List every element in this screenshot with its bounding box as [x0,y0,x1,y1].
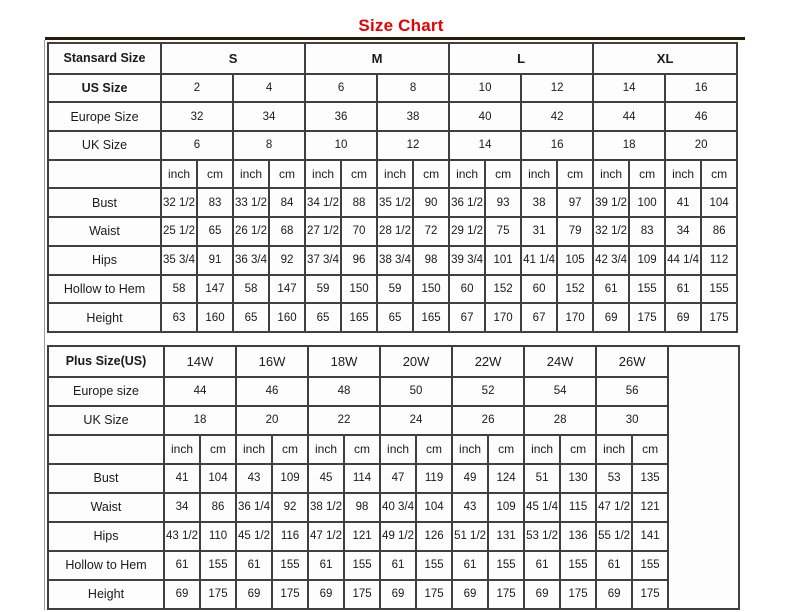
table-cell: 24 [380,406,452,435]
table-cell: inch [524,435,560,464]
table-cell: Hips [48,522,164,551]
table-cell: 175 [344,580,380,609]
table-cell: 32 [161,102,233,131]
table-cell: 58 [161,275,197,304]
table-cell: cm [200,435,236,464]
table-cell: cm [269,160,305,189]
table-row [48,217,737,246]
table-cell: 38 [521,188,557,217]
table-cell [48,160,161,189]
table-cell: 109 [272,464,308,493]
table-cell: 67 [449,303,485,332]
table-cell: 121 [344,522,380,551]
table-cell: 56 [596,377,668,406]
table-cell: 48 [308,377,380,406]
table-cell: 84 [269,188,305,217]
table-cell: 175 [272,580,308,609]
table-cell: 69 [596,580,632,609]
table-cell: 25 1/2 [161,217,197,246]
table-cell: inch [593,160,629,189]
table-cell: 98 [413,246,449,275]
table-cell: 51 [524,464,560,493]
table-cell: 16 [521,131,593,160]
table-cell: 12 [521,74,593,103]
table-cell: 70 [341,217,377,246]
table-cell: 59 [305,275,341,304]
table-cell: 14W [164,346,236,377]
table-cell: 97 [557,188,593,217]
table-cell: 61 [308,551,344,580]
table-row [48,43,737,74]
table-cell: 150 [413,275,449,304]
table-cell: inch [521,160,557,189]
table-cell: 22W [452,346,524,377]
table-cell: 124 [488,464,524,493]
table-cell: Height [48,303,161,332]
table-cell: inch [377,160,413,189]
table-cell: 51 1/2 [452,522,488,551]
table-cell: 104 [200,464,236,493]
table-cell: 116 [272,522,308,551]
table-cell: 63 [161,303,197,332]
table-cell: 175 [629,303,665,332]
table-cell: 59 [377,275,413,304]
table-cell: 115 [560,493,596,522]
table-cell: 30 [596,406,668,435]
table-cell: cm [629,160,665,189]
table-cell: 155 [629,275,665,304]
table-cell: 16 [665,74,737,103]
table-cell: 36 1/2 [449,188,485,217]
table-cell: 92 [272,493,308,522]
table-cell: 114 [344,464,380,493]
table-cell: 44 [593,102,665,131]
table-cell: 61 [380,551,416,580]
table-cell: 45 1/4 [524,493,560,522]
table-cell: 2 [161,74,233,103]
table-cell: 42 3/4 [593,246,629,275]
table-cell: cm [560,435,596,464]
standard-size-table [47,42,738,333]
table-cell: 155 [488,551,524,580]
table-cell: inch [380,435,416,464]
table-cell: 119 [416,464,452,493]
table-cell: 93 [485,188,521,217]
table-cell: 165 [413,303,449,332]
table-cell: 40 3/4 [380,493,416,522]
table-cell: 29 1/2 [449,217,485,246]
table-cell: Height [48,580,164,609]
table-cell: 61 [524,551,560,580]
table-cell: 36 3/4 [233,246,269,275]
table-row [48,102,737,131]
table-cell: 50 [380,377,452,406]
table-cell: 147 [269,275,305,304]
table-cell: cm [488,435,524,464]
table-cell: 131 [488,522,524,551]
table-cell: 26 1/2 [233,217,269,246]
table-cell: 165 [341,303,377,332]
table-cell: 47 [380,464,416,493]
table-cell: 38 [377,102,449,131]
table-cell: 175 [632,580,668,609]
table-cell: Hollow to Hem [48,551,164,580]
table-cell: 53 [596,464,632,493]
table-cell: 18W [308,346,380,377]
table-cell: 86 [200,493,236,522]
table-row [48,131,737,160]
table-cell: 35 3/4 [161,246,197,275]
table-cell: 61 [665,275,701,304]
table-cell: 44 1/4 [665,246,701,275]
table-cell: 69 [236,580,272,609]
table-cell: cm [341,160,377,189]
table-row [48,522,739,551]
table-cell: 65 [233,303,269,332]
table-cell: inch [233,160,269,189]
table-cell: inch [308,435,344,464]
table-cell: inch [236,435,272,464]
table-cell: 136 [560,522,596,551]
table-cell: 96 [341,246,377,275]
table-cell: 46 [665,102,737,131]
table-cell: Waist [48,217,161,246]
table-cell: 53 1/2 [524,522,560,551]
table-row [48,303,737,332]
table-cell: 67 [521,303,557,332]
table-cell: 83 [629,217,665,246]
table-cell: 101 [485,246,521,275]
table-row [48,551,739,580]
table-cell: cm [632,435,668,464]
table-cell: 61 [236,551,272,580]
table-cell: 26 [452,406,524,435]
table-cell: 18 [593,131,665,160]
table-cell: 39 1/2 [593,188,629,217]
table-cell [48,435,164,464]
table-cell: 6 [305,74,377,103]
table-cell: 20W [380,346,452,377]
table-cell: inch [449,160,485,189]
table-cell: 8 [233,131,305,160]
table-row [48,464,739,493]
table-cell: 55 1/2 [596,522,632,551]
table-cell: Stansard Size [48,43,161,74]
table-cell: 36 1/4 [236,493,272,522]
table-cell: 28 [524,406,596,435]
table-cell: 32 1/2 [161,188,197,217]
table-cell: 41 [164,464,200,493]
table-cell: 83 [197,188,233,217]
table-cell: 135 [632,464,668,493]
table-cell: 42 [521,102,593,131]
table-cell: 155 [272,551,308,580]
table-cell: cm [701,160,737,189]
table-cell: 58 [233,275,269,304]
table-cell: 8 [377,74,449,103]
table-cell: 69 [665,303,701,332]
table-cell: 105 [557,246,593,275]
table-cell: 72 [413,217,449,246]
table-cell: 61 [596,551,632,580]
table-cell: cm [557,160,593,189]
table-cell: 175 [488,580,524,609]
table-row [48,493,739,522]
table-cell: 65 [197,217,233,246]
table-cell: 14 [449,131,521,160]
table-cell: 34 [164,493,200,522]
table-cell: UK Size [48,406,164,435]
table-cell: 109 [629,246,665,275]
table-cell: inch [161,160,197,189]
table-cell: 41 1/4 [521,246,557,275]
table-cell: 32 1/2 [593,217,629,246]
table-cell: 20 [236,406,308,435]
table-row [48,160,737,189]
table-cell: 104 [701,188,737,217]
table-cell: XL [593,43,737,74]
table-cell: inch [305,160,341,189]
table-cell: 28 1/2 [377,217,413,246]
table-cell: 155 [416,551,452,580]
table-cell: 69 [593,303,629,332]
table-cell: 170 [485,303,521,332]
table-row [48,74,737,103]
table-cell: 27 1/2 [305,217,341,246]
table-cell: cm [413,160,449,189]
table-cell: inch [452,435,488,464]
table-cell: Europe Size [48,102,161,131]
table-cell: 43 1/2 [164,522,200,551]
table-cell: 43 [452,493,488,522]
table-cell: 12 [377,131,449,160]
table-cell: 14 [593,74,665,103]
table-cell: 141 [632,522,668,551]
table-cell: cm [344,435,380,464]
table-cell: 47 1/2 [308,522,344,551]
table-cell: 160 [197,303,233,332]
table-cell: S [161,43,305,74]
table-cell: 126 [416,522,452,551]
table-row [48,377,739,406]
table-cell: 112 [701,246,737,275]
table-cell: 155 [200,551,236,580]
table-cell: US Size [48,74,161,103]
table-cell: 18 [164,406,236,435]
table-cell: 52 [452,377,524,406]
table-cell: 43 [236,464,272,493]
table-cell: 44 [164,377,236,406]
table-cell: Hollow to Hem [48,275,161,304]
page-title: Size Chart [358,16,444,35]
table-cell: 24W [524,346,596,377]
table-cell [668,346,739,609]
table-cell: inch [665,160,701,189]
table-cell: cm [416,435,452,464]
table-cell: 41 [665,188,701,217]
table-cell: 152 [557,275,593,304]
table-cell: 69 [452,580,488,609]
table-cell: 37 3/4 [305,246,341,275]
table-cell: 16W [236,346,308,377]
table-cell: 150 [341,275,377,304]
table-cell: 170 [557,303,593,332]
table-cell: 49 [452,464,488,493]
table-row [48,346,739,377]
table-row [48,435,739,464]
table-cell: 6 [161,131,233,160]
table-cell: 4 [233,74,305,103]
table-cell: 69 [164,580,200,609]
table-row [48,406,739,435]
table-cell: 54 [524,377,596,406]
table-cell: 147 [197,275,233,304]
table-cell: 20 [665,131,737,160]
table-cell: cm [272,435,308,464]
table-cell: 175 [200,580,236,609]
table-cell: 109 [488,493,524,522]
table-cell: 10 [305,131,377,160]
table-cell: 65 [305,303,341,332]
table-cell: 90 [413,188,449,217]
table-cell: inch [164,435,200,464]
table-cell: 110 [200,522,236,551]
table-cell: 61 [593,275,629,304]
table-cell: Europe size [48,377,164,406]
table-cell: 34 [233,102,305,131]
table-cell: 10 [449,74,521,103]
table-cell: 155 [560,551,596,580]
table-cell: 46 [236,377,308,406]
table-cell: cm [485,160,521,189]
table-cell: 98 [344,493,380,522]
table-cell: 79 [557,217,593,246]
table-cell: 104 [416,493,452,522]
table-cell: 38 1/2 [308,493,344,522]
table-cell: 33 1/2 [233,188,269,217]
table-cell: 65 [377,303,413,332]
table-cell: 155 [632,551,668,580]
table-cell: 61 [452,551,488,580]
table-cell: cm [197,160,233,189]
table-cell: inch [596,435,632,464]
table-cell: 100 [629,188,665,217]
table-cell: 60 [449,275,485,304]
table-row [48,580,739,609]
table-cell: 69 [380,580,416,609]
table-cell: Bust [48,464,164,493]
table-cell: 39 3/4 [449,246,485,275]
table-cell: 45 1/2 [236,522,272,551]
table-cell: 36 [305,102,377,131]
table-cell: 155 [344,551,380,580]
table-cell: 152 [485,275,521,304]
table-cell: M [305,43,449,74]
plus-size-table [47,345,740,610]
table-cell: 49 1/2 [380,522,416,551]
table-cell: 69 [524,580,560,609]
table-cell: 160 [269,303,305,332]
table-cell: Bust [48,188,161,217]
table-cell: 91 [197,246,233,275]
table-cell: 35 1/2 [377,188,413,217]
top-rule-line [45,37,745,40]
table-cell: Hips [48,246,161,275]
table-cell: 61 [164,551,200,580]
table-cell: 175 [560,580,596,609]
table-cell: Plus Size(US) [48,346,164,377]
table-cell: Waist [48,493,164,522]
table-cell: 175 [416,580,452,609]
table-row [48,246,737,275]
table-cell: UK Size [48,131,161,160]
table-cell: 38 3/4 [377,246,413,275]
table-cell: L [449,43,593,74]
table-cell: 121 [632,493,668,522]
table-cell: 155 [701,275,737,304]
table-cell: 40 [449,102,521,131]
table-cell: 175 [701,303,737,332]
table-cell: 130 [560,464,596,493]
table-cell: 92 [269,246,305,275]
table-cell: 31 [521,217,557,246]
table-cell: 88 [341,188,377,217]
table-cell: 75 [485,217,521,246]
table-cell: 86 [701,217,737,246]
table-cell: 22 [308,406,380,435]
table-cell: 26W [596,346,668,377]
table-row [48,275,737,304]
table-cell: 68 [269,217,305,246]
table-cell: 34 [665,217,701,246]
table-cell: 60 [521,275,557,304]
table-cell: 45 [308,464,344,493]
left-edge-line [44,40,45,610]
table-row [48,188,737,217]
table-cell: 47 1/2 [596,493,632,522]
table-cell: 34 1/2 [305,188,341,217]
table-cell: 69 [308,580,344,609]
